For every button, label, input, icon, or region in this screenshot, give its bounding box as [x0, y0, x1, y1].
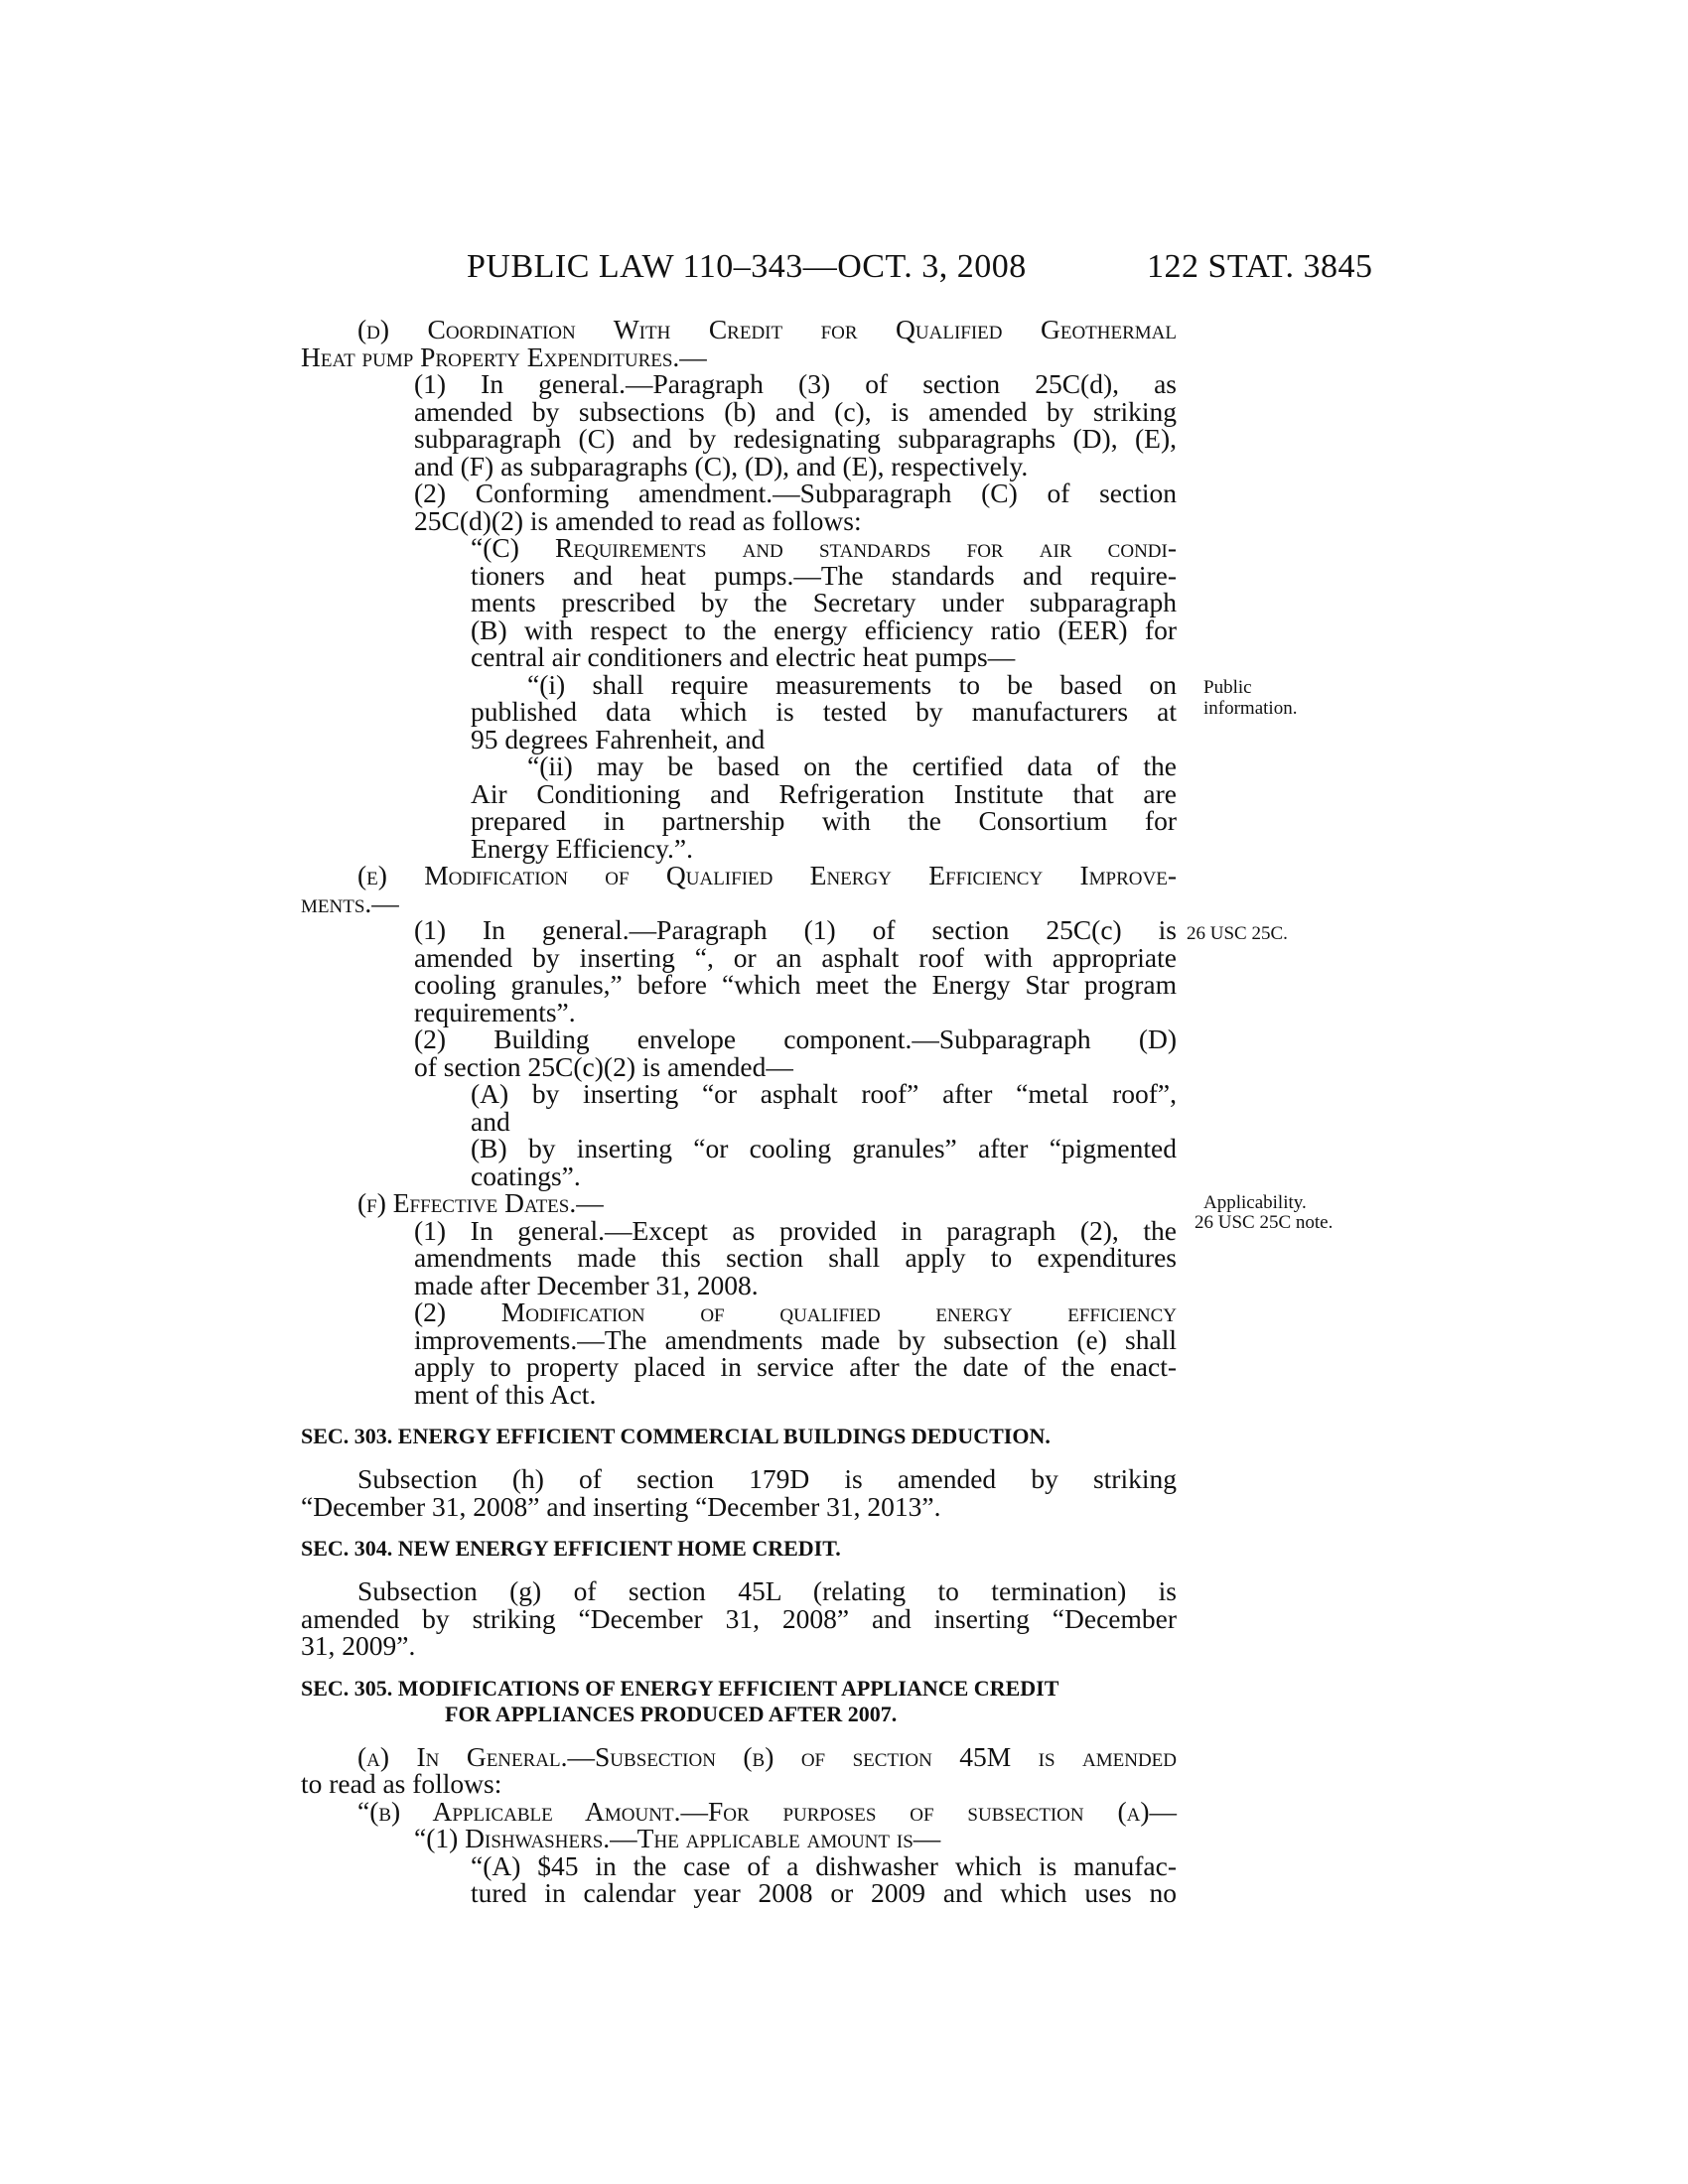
subparagraph-b-line: coatings”.: [471, 1160, 581, 1191]
paragraph-d2-line: (2) Conforming amendment.—Subparagraph (C) of section: [414, 478, 1177, 508]
paragraph-d1-line: subparagraph (C) and by redesignating subparagraphs (D), (E),: [414, 423, 1177, 454]
subsection-f-heading: (f) Effective Dates.—: [357, 1187, 604, 1218]
paragraph-e2-line: (2) Building envelope component.—Subparagraph (D): [414, 1024, 1177, 1054]
subparagraph-c-line: tioners and heat pumps.—The standards and require-: [471, 559, 1177, 591]
paragraph-e1-line: requirements”.: [414, 996, 576, 1027]
section-305-heading-cont: FOR APPLIANCES PRODUCED AFTER 2007.: [445, 1701, 898, 1726]
running-header-page-number: 122 STAT. 3845: [1147, 248, 1373, 285]
subparagraph-c-line: (B) with respect to the energy efficiency ratio (EER) for: [471, 614, 1177, 645]
paragraph-d1-line: (1) In general.—Paragraph (3) of section 25C(d), as: [414, 368, 1177, 399]
sidenote-applicability: Applicability.: [1203, 1192, 1307, 1213]
paragraph-f1-line: amendments made this section shall apply to expenditures: [414, 1242, 1177, 1273]
subparagraph-c-line: ments prescribed by the Secretary under subparagraph: [471, 587, 1177, 617]
paragraph-f1-line: (1) In general.—Except as provided in paragraph (2), the: [414, 1214, 1177, 1246]
section-305-b-line: “(b) Applicable Amount.—For purposes of subsection (a)—: [357, 1795, 1177, 1827]
section-303-text-line: Subsection (h) of section 179D is amended by striking: [357, 1463, 1177, 1494]
section-304-text-line: 31, 2009”.: [301, 1630, 416, 1661]
clause-i-line: 95 degrees Fahrenheit, and: [471, 723, 766, 754]
subsection-d-heading-cont: Heat pump Property Expenditures.—: [301, 341, 707, 372]
subparagraph-c-line: “(C) Requirements and standards for air condi-: [471, 532, 1177, 563]
clause-ii-line: Energy Efficiency.”.: [471, 832, 693, 864]
paragraph-f1-line: made after December 31, 2008.: [414, 1269, 759, 1300]
section-305-bA-line: “(A) $45 in the case of a dishwasher which is manufac-: [471, 1849, 1177, 1881]
paragraph-d1-line: and (F) as subparagraphs (C), (D), and (E), respectively.: [414, 450, 1029, 481]
paragraph-e1-line: cooling granules,” before “which meet the Energy Star program: [414, 969, 1177, 1000]
section-303-text-line: “December 31, 2008” and inserting “December 31, 2013”.: [301, 1490, 941, 1522]
paragraph-d1-line: amended by subsections (b) and (c), is amended by striking: [414, 395, 1177, 427]
paragraph-d2-line: 25C(d)(2) is amended to read as follows:: [414, 504, 862, 536]
section-305-b1-line: “(1) Dishwashers.—The applicable amount is—: [414, 1823, 941, 1853]
section-303-heading: SEC. 303. ENERGY EFFICIENT COMMERCIAL BUILDINGS DEDUCTION.: [301, 1424, 1051, 1448]
paragraph-f2-line: improvements.—The amendments made by subsection (e) shall: [414, 1323, 1177, 1355]
sidenote-public-information-line1: Public: [1203, 677, 1252, 698]
section-304-text-line: amended by striking “December 31, 2008” and inserting “December: [301, 1602, 1177, 1634]
subparagraph-a-line: (A) by inserting “or asphalt roof” after “metal roof”,: [471, 1078, 1177, 1109]
section-305-a-line: (a) In General.—Subsection (b) of section 45M is amended: [357, 1740, 1177, 1772]
paragraph-f2-line: apply to property placed in service after the date of the enact-: [414, 1351, 1177, 1382]
section-305-bA-line: tured in calendar year 2008 or 2009 and which uses no: [471, 1877, 1177, 1908]
paragraph-e2-line: of section 25C(c)(2) is amended—: [414, 1050, 793, 1082]
clause-i-line: published data which is tested by manufacturers at: [471, 696, 1177, 727]
subparagraph-b-line: (B) by inserting “or cooling granules” after “pigmented: [471, 1133, 1177, 1163]
sidenote-public-information-line2: information.: [1203, 698, 1298, 719]
paragraph-e1-line: (1) In general.—Paragraph (1) of section 25C(c) is: [414, 914, 1177, 945]
subparagraph-c-line: central air conditioners and electric heat pumps—: [471, 641, 1016, 672]
sidenote-usc-25c: 26 USC 25C.: [1187, 923, 1288, 944]
clause-ii-line: Air Conditioning and Refrigeration Institute that are: [471, 777, 1177, 809]
running-header-title: PUBLIC LAW 110–343—OCT. 3, 2008: [467, 248, 1027, 285]
clause-ii-line: prepared in partnership with the Consortium for: [471, 805, 1177, 836]
sidenote-usc-25c-note: 26 USC 25C note.: [1195, 1212, 1334, 1233]
paragraph-f2-line: ment of this Act.: [414, 1378, 597, 1410]
subparagraph-a-line: and: [471, 1105, 510, 1137]
subsection-e-heading-cont: ments.—: [301, 887, 399, 918]
paragraph-f2-line: (2) Modification of qualified energy efficiency: [414, 1297, 1177, 1327]
section-305-a-line: to read as follows:: [301, 1768, 502, 1799]
paragraph-e1-line: amended by inserting “, or an asphalt roof with appropriate: [414, 941, 1177, 973]
section-305-heading: SEC. 305. MODIFICATIONS OF ENERGY EFFICIENT APPLIANCE CREDIT: [301, 1675, 1059, 1701]
section-304-text-line: Subsection (g) of section 45L (relating to termination) is: [357, 1575, 1177, 1606]
clause-i-line: “(i) shall require measurements to be based on: [527, 668, 1177, 700]
clause-ii-line: “(ii) may be based on the certified data of the: [527, 751, 1177, 781]
subsection-e-heading: (e) Modification of Qualified Energy Efficiency Improve-: [357, 860, 1177, 890]
section-304-heading: SEC. 304. NEW ENERGY EFFICIENT HOME CREDIT.: [301, 1536, 841, 1561]
statute-text: [301, 316, 1177, 1907]
subsection-d-heading: (d) Coordination With Credit for Qualified Geothermal: [357, 314, 1177, 344]
